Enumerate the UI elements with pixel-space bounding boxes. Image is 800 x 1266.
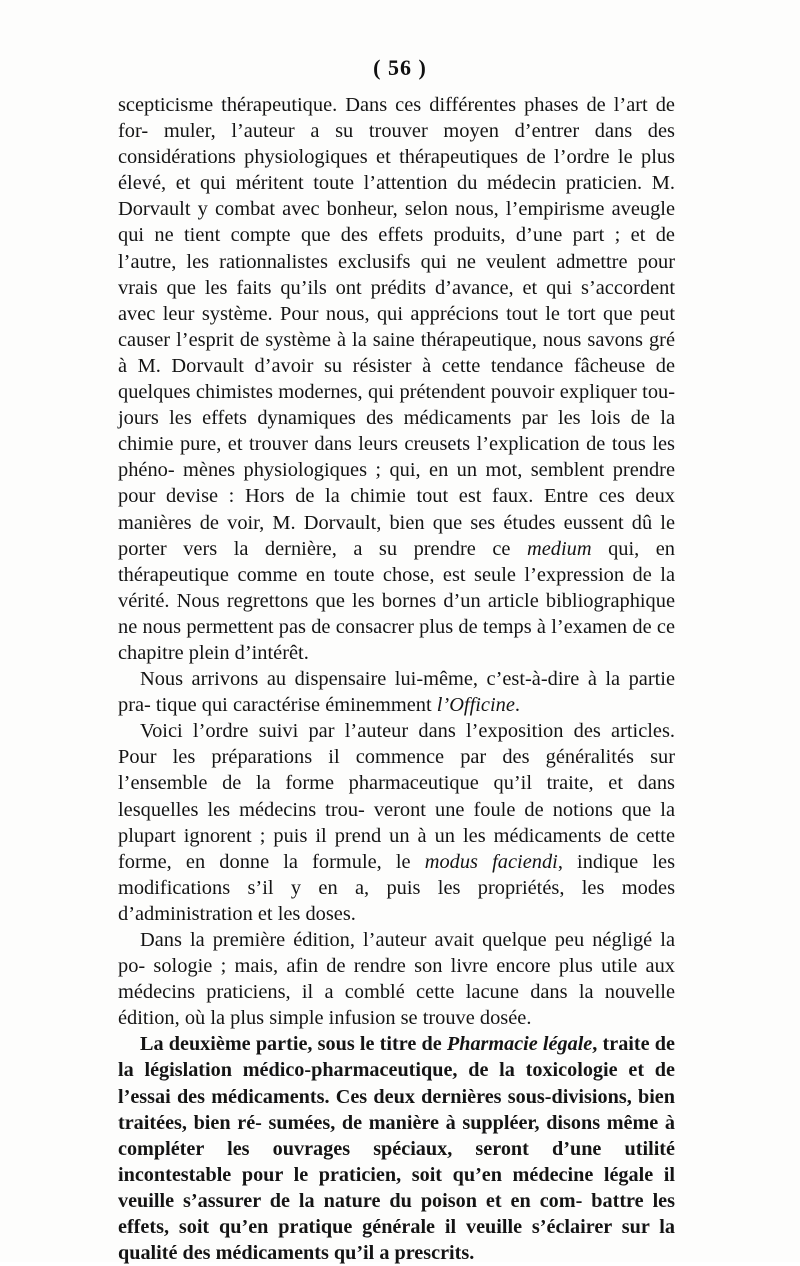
paragraph-1 [118,92,675,666]
paragraph-1-seg-3: qui, en thérapeutique comme en toute chose, est seule l’expression de la vérité. Nous regrettons que les bornes d’un article bibliographique ne nous permettent pas de consacrer plus de temps à l’examen de ce chapitre plein d’intérêt. [118,537,675,664]
page-number: ( 56 ) [373,55,427,80]
paragraph-3-seg-3: , indique les modifications s’il y en a, puis les propriétés, les modes d’administration et les doses. [118,850,676,925]
paragraph-3-seg-1: Voici l’ordre suivi par l’auteur dans l’exposition des articles. Pour les préparations il commence par des généralités sur l’ensemble de la forme pharmaceutique qu’il traite, et dans lesquelles les médecins trou- veront une foule de notions que la plupart ignorent ; puis il prend un à un les médicaments de cette forme, en donne la formule, le [118,720,675,873]
paragraph-2-seg-1: Nous arrivons au dispensaire lui-même, c’est-à-dire à la partie pra- tique qui caractérise éminemment [118,668,675,717]
paragraph-2-italic-officine: l’Officine [436,694,515,717]
paragraph-4-seg-1: Dans la première édition, l’auteur avait quelque peu négligé la po- sologie ; mais, afin de rendre son livre encore plus utile aux médecins praticiens, il a comblé cette lacune dans la nouvelle édition, où la plus simple infusion se trouve dosée. [118,929,675,1030]
paragraph-5-italic-pharmacie-legale: Pharmacie légale [446,1033,593,1056]
body-text [118,92,675,1266]
paragraph-3 [118,718,675,927]
paragraph-3-italic-modus-faciendi: modus faciendi [424,850,558,873]
paragraph-5 [118,1031,675,1266]
paragraph-1-italic-medium: medium [526,537,592,560]
paragraph-2-seg-3: . [514,694,520,717]
paragraph-1-seg-1: scepticisme thérapeutique. Dans ces différentes phases de l’art de for- muler, l’auteur a su trouver moyen d’entrer dans des considérations physiologiques et thérapeutiques de l’ordre le plus élevé, et qui méritent toute l’attention du médecin praticien. M. Dorvault y combat avec bonheur, selon nous, l’empirisme aveugle qui ne tient compte que des effets produits, d’une part ; et de l’autre, les rationnalistes exclusifs qui ne veulent admettre pour vrais que les faits qu’ils ont prédits d’avance, et qui s’accordent avec leur système. Pour nous, qui apprécions tout le tort que peut causer l’esprit de système à la saine thérapeutique, nous savons gré à M. Dorvault d’avoir su résister à cette tendance fâcheuse de quelques chimistes modernes, qui prétendent pouvoir expliquer tou- jours les effets dynamiques des médicaments par les lois de la chimie pure, et trouver dans leurs creusets l’explication de tous les phéno- mènes physiologiques ; qui, en un mot, semblent prendre pour devise : Hors de la chimie tout est faux. Entre ces deux manières de voir, M. Dorvault, bien que ses études eussent dû le porter vers la dernière, a su prendre ce [118,94,675,560]
paragraph-2 [118,666,675,718]
paragraph-5-seg-3: , traite de la législation médico-pharmaceutique, de la toxicologie et de l’essai des médicaments. Ces deux dernières sous-divisions, bien traitées, bien ré- sumées, de manière à suppléer, disons même à compléter les ouvrages spéciaux, seront d’une utilité incontestable pour le praticien, soit qu’en médecine légale il veuille s’assurer de la nature du poison et en com- battre les effets, soit qu’en pratique générale il veuille s’éclairer sur la qualité des médicaments qu’il a prescrits. [118,1033,675,1265]
paragraph-4 [118,927,675,1031]
paragraph-5-seg-1: La deuxième partie, sous le titre de [140,1033,447,1056]
